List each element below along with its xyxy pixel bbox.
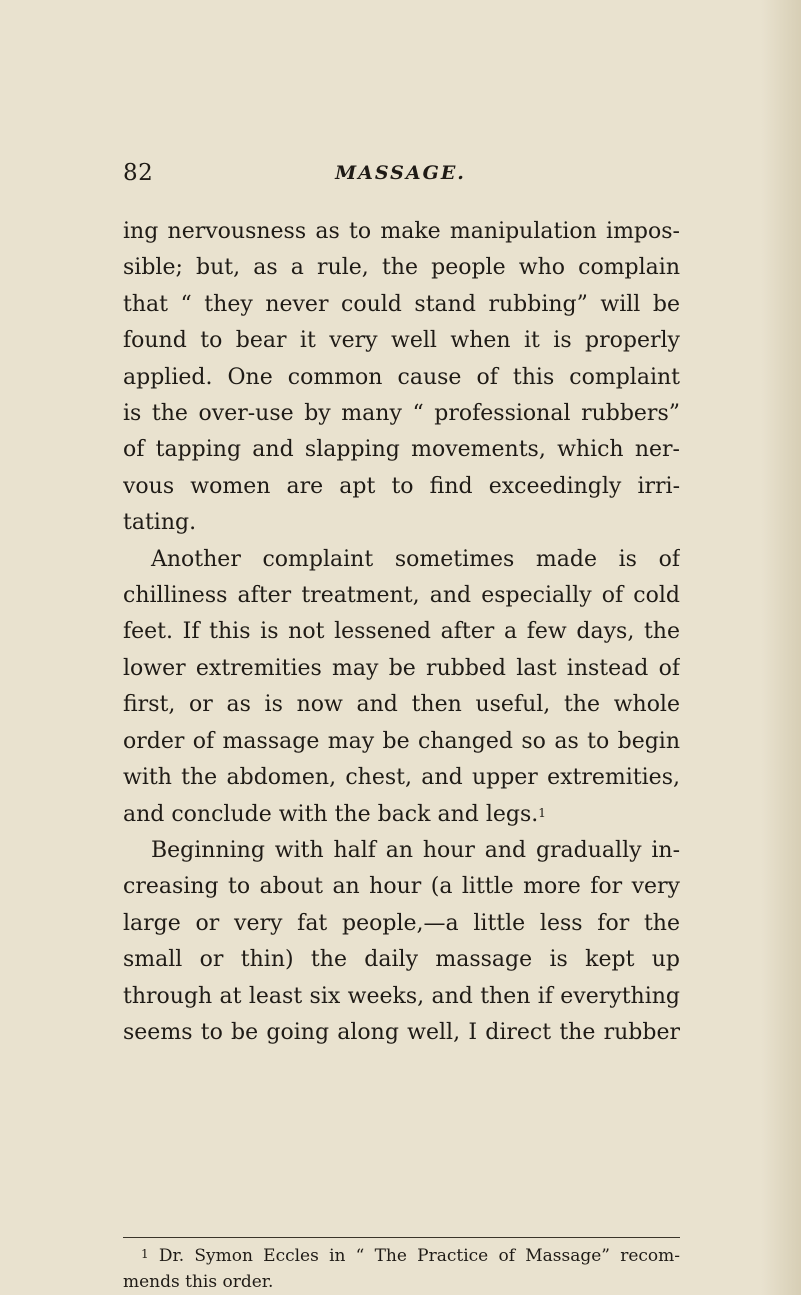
footnote-marker: 1 — [141, 1247, 149, 1261]
text-line: order of massage may be changed so as to begin — [123, 728, 680, 754]
text-line: lower extremities may be rubbed last instead of — [123, 655, 680, 681]
text-line: and conclude with the back and legs. — [123, 801, 539, 827]
text-line: chilliness after treatment, and especially of cold — [123, 583, 680, 609]
text-line: vous women are apt to find exceedingly irri- — [123, 473, 680, 499]
body-text — [123, 214, 680, 1051]
text-line: of tapping and slapping movements, which ner- — [123, 437, 680, 463]
page-edge-shadow — [761, 0, 801, 1295]
text-line: creasing to about an hour (a little more for very — [123, 874, 680, 900]
text-line: Beginning with half an hour and gradually in- — [151, 837, 680, 863]
text-line: feet. If this is not lessened after a few days, the — [123, 619, 680, 645]
text-line: tating. — [123, 510, 197, 536]
text-line: that “ they never could stand rubbing” will be — [123, 291, 680, 317]
text-line: applied. One common cause of this complaint — [123, 364, 680, 390]
text-line-with-footnote-ref — [123, 797, 680, 833]
footnote-line: mends this order. — [123, 1272, 274, 1292]
footnote-rule — [123, 1237, 680, 1238]
footnote-text: Dr. Symon Eccles in “ The Practice of Massage” recom- — [158, 1246, 680, 1266]
text-line: ing nervousness as to make manipulation impos- — [123, 219, 680, 244]
text-line: large or very fat people,—a little less for the — [123, 910, 680, 936]
text-line: small or thin) the daily massage is kept up — [123, 947, 680, 973]
text-line: sible; but, as a rule, the people who complain — [123, 255, 680, 281]
text-line: found to bear it very well when it is properly — [123, 328, 680, 354]
page-number: 82 — [123, 160, 154, 186]
page-header — [123, 160, 678, 190]
text-line: with the abdomen, chest, and upper extremities, — [123, 765, 680, 791]
text-line: Another complaint sometimes made is of — [151, 546, 680, 572]
running-title: MASSAGE. — [335, 162, 466, 184]
footnote-reference: 1 — [538, 805, 546, 820]
footnote — [123, 1243, 680, 1295]
text-line: through at least six weeks, and then if everything — [123, 983, 680, 1009]
text-line: seems to be going along well, I direct the rubber — [123, 1019, 680, 1045]
footnote-line — [123, 1243, 680, 1269]
text-line: first, or as is now and then useful, the whole — [123, 692, 680, 718]
text-line: is the over-use by many “ professional rubbers” — [123, 401, 680, 427]
